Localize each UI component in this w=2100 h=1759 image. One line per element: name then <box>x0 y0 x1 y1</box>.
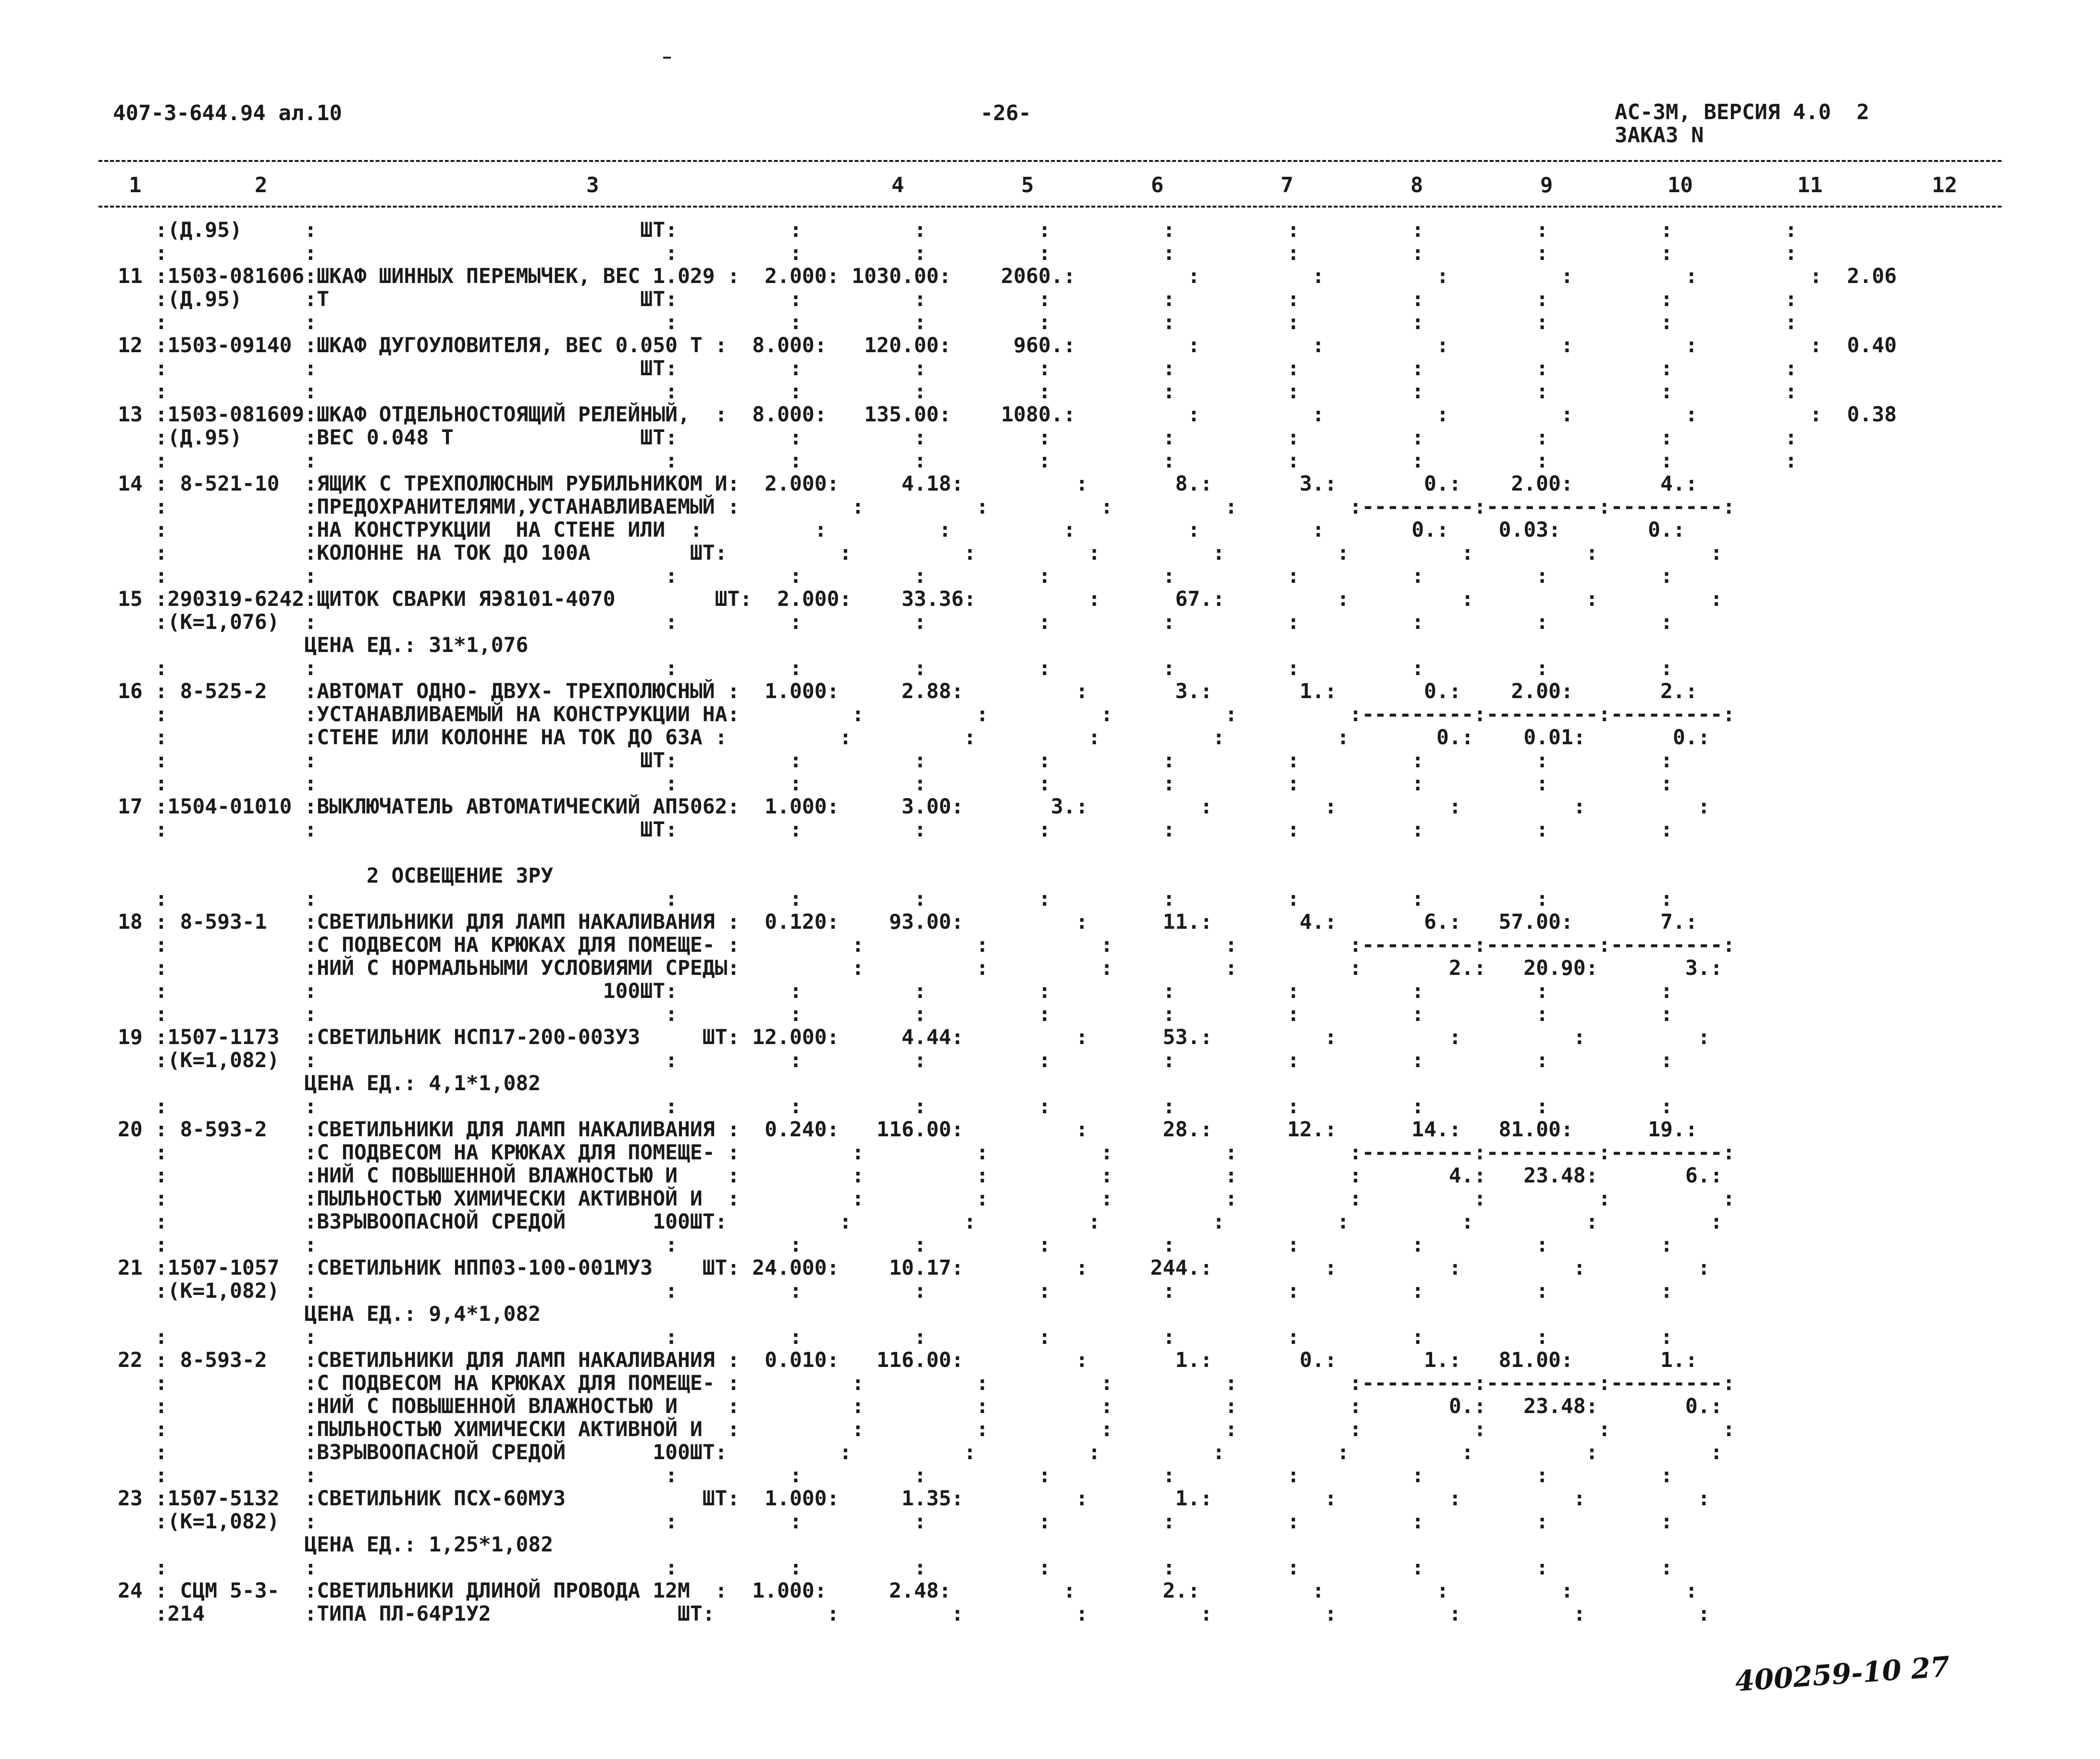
listing-line: 16 : 8-525-2 :АВТОМАТ ОДНО- ДВУХ- ТРЕХПОЛЮСНЫЙ : 1.000: 2.88: : 3.: 1.: 0.: 2.00: 2.: <box>118 679 1698 703</box>
listing-line: : : : : : : : : : : : <box>118 564 1673 588</box>
listing-line: : : ШТ: : : : : : : : : : <box>118 357 1797 381</box>
listing-line: : :ПЫЛЬНОСТЬЮ ХИМИЧЕСКИ АКТИВНОЙ И : : : : : : : : : <box>118 1187 1735 1211</box>
listing-line: : :НА КОНСТРУКЦИИ НА СТЕНЕ ИЛИ : : : : : : 0.: 0.03: 0.: <box>118 518 1685 542</box>
listing-line: : :УСТАНАВЛИВАЕМЫЙ НА КОНСТРУКЦИИ НА: : : : : :---------:---------:---------: <box>118 702 1735 726</box>
listing-line: ЦЕНА ЕД.: 1,25*1,082 <box>118 1533 554 1557</box>
listing-line: 18 : 8-593-1 :СВЕТИЛЬНИКИ ДЛЯ ЛАМП НАКАЛИВАНИЯ : 0.120: 93.00: : 11.: 4.: 6.: 57.00: 7.: <box>118 910 1698 934</box>
listing-line: 19 :1507-1173 :СВЕТИЛЬНИК НСП17-200-003У3 ШТ: 12.000: 4.44: : 53.: : : : : <box>118 1025 1710 1049</box>
column-header-7: 7 <box>1281 173 1294 197</box>
estimate-listing <box>0 219 2100 1660</box>
column-header-10: 10 <box>1668 173 1693 197</box>
order-number: ЗАКАЗ N <box>1615 123 1704 148</box>
listing-line: : :НИЙ С ПОВЫШЕННОЙ ВЛАЖНОСТЬЮ И : : : : : : 0.: 23.48: 0.: <box>118 1394 1723 1418</box>
listing-line: :(Д.95) :Т ШТ: : : : : : : : : : <box>118 287 1797 311</box>
listing-line: : :С ПОДВЕСОМ НА КРЮКАХ ДЛЯ ПОМЕЩЕ- : : : : : :---------:---------:---------: <box>118 933 1735 957</box>
listing-line: :(К=1,076) : : : : : : : : : : <box>118 610 1673 634</box>
column-header-12: 12 <box>1932 173 1957 197</box>
listing-line: : : : : : : : : : : : <box>118 772 1673 796</box>
listing-line: : : : : : : : : : : : <box>118 1233 1673 1257</box>
listing-line: : :ПЫЛЬНОСТЬЮ ХИМИЧЕСКИ АКТИВНОЙ И : : : : : : : : : <box>118 1417 1735 1441</box>
listing-line: 22 : 8-593-2 :СВЕТИЛЬНИКИ ДЛЯ ЛАМП НАКАЛИВАНИЯ : 0.010: 116.00: : 1.: 0.: 1.: 81.00: 1.: <box>118 1348 1698 1372</box>
column-header-6: 6 <box>1151 173 1164 197</box>
listing-line: 24 : СЦМ 5-3- :СВЕТИЛЬНИКИ ДЛИНОЙ ПРОВОДА 12М : 1.000: 2.48: : 2.: : : : : <box>118 1579 1698 1603</box>
listing-line: : :С ПОДВЕСОМ НА КРЮКАХ ДЛЯ ПОМЕЩЕ- : : : : : :---------:---------:---------: <box>118 1371 1735 1395</box>
listing-line: 12 :1503-09140 :ШКАФ ДУГОУЛОВИТЕЛЯ, ВЕС 0.050 Т : 8.000: 120.00: 960.: : : : : : : 0.40 <box>118 333 1897 357</box>
page-number: -26- <box>980 101 1031 125</box>
listing-line: : : : : : : : : : : : : <box>118 310 1797 334</box>
column-header-5: 5 <box>1021 173 1034 197</box>
listing-line: : :С ПОДВЕСОМ НА КРЮКАХ ДЛЯ ПОМЕЩЕ- : : : : : :---------:---------:---------: <box>118 1141 1735 1165</box>
column-header-11: 11 <box>1797 173 1823 197</box>
listing-line: : :НИЙ С НОРМАЛЬНЫМИ УСЛОВИЯМИ СРЕДЫ: : : : : : 2.: 20.90: 3.: <box>118 956 1723 980</box>
listing-line: 20 : 8-593-2 :СВЕТИЛЬНИКИ ДЛЯ ЛАМП НАКАЛИВАНИЯ : 0.240: 116.00: : 28.: 12.: 14.: 81.00: 19.: <box>118 1118 1698 1142</box>
listing-line: : :СТЕНЕ ИЛИ КОЛОННЕ НА ТОК ДО 63А : : : : : : 0.: 0.01: 0.: <box>118 726 1710 750</box>
listing-line: : :ВЗРЫВООПАСНОЙ СРЕДОЙ 100ШТ: : : : : : : : : <box>118 1440 1723 1464</box>
listing-line: : : : : : : : : : : : <box>118 1095 1673 1119</box>
listing-line: :214 :ТИПА ПЛ-64Р1У2 ШТ: : : : : : : : : <box>118 1602 1710 1626</box>
listing-line: 17 :1504-01010 :ВЫКЛЮЧАТЕЛЬ АВТОМАТИЧЕСКИЙ АП5062: 1.000: 3.00: 3.: : : : : : <box>118 795 1710 819</box>
listing-line: 23 :1507-5132 :СВЕТИЛЬНИК ПСХ-60МУ3 ШТ: 1.000: 1.35: : 1.: : : : : <box>118 1487 1710 1511</box>
listing-line: 2 ОСВЕЩЕНИЕ ЗРУ <box>118 864 554 888</box>
listing-line: : : : : : : : : : : : <box>118 1325 1673 1349</box>
column-header-8: 8 <box>1410 173 1423 197</box>
listing-line: :(Д.95) : ШТ: : : : : : : : : : <box>118 218 1797 242</box>
column-header-4: 4 <box>891 173 904 197</box>
listing-line: : :НИЙ С ПОВЫШЕННОЙ ВЛАЖНОСТЬЮ И : : : : : : 4.: 23.48: 6.: <box>118 1164 1723 1188</box>
listing-line: : : 100ШТ: : : : : : : : : <box>118 979 1673 1003</box>
listing-line: : : ШТ: : : : : : : : : <box>118 818 1673 842</box>
listing-line: : : : : : : : : : : : <box>118 656 1673 680</box>
column-header-1: 1 <box>129 173 142 197</box>
listing-line: 14 : 8-521-10 :ЯЩИК С ТРЕХПОЛЮСНЫМ РУБИЛЬНИКОМ И: 2.000: 4.18: : 8.: 3.: 0.: 2.00: 4.: <box>118 472 1698 496</box>
header-rule-bottom <box>99 206 2001 208</box>
listing-line: : : : : : : : : : : : <box>118 1464 1673 1488</box>
listing-line: : : : : : : : : : : : <box>118 1556 1673 1580</box>
listing-line: :(К=1,082) : : : : : : : : : : <box>118 1510 1673 1534</box>
doc-code: 407-3-644.94 ал.10 <box>113 101 342 125</box>
listing-line: : : : : : : : : : : : : <box>118 449 1797 473</box>
listing-line: :(К=1,082) : : : : : : : : : : <box>118 1279 1673 1303</box>
listing-line: 15 :290319-6242:ЩИТОК СВАРКИ ЯЭ8101-4070 ШТ: 2.000: 33.36: : 67.: : : : : <box>118 587 1723 611</box>
column-header-2: 2 <box>255 173 268 197</box>
listing-line: : :КОЛОННЕ НА ТОК ДО 100А ШТ: : : : : : : : : <box>118 541 1723 565</box>
listing-line: : : : : : : : : : : : <box>118 887 1673 911</box>
listing-line: :(К=1,082) : : : : : : : : : : <box>118 1048 1673 1072</box>
listing-line: : : : : : : : : : : : <box>118 1002 1673 1026</box>
column-header-3: 3 <box>586 173 599 197</box>
listing-line: :(Д.95) :ВЕС 0.048 Т ШТ: : : : : : : : : : <box>118 426 1797 450</box>
listing-line: 13 :1503-081609:ШКАФ ОТДЕЛЬНОСТОЯЩИЙ РЕЛЕЙНЫЙ, : 8.000: 135.00: 1080.: : : : : : : 0.38 <box>118 403 1897 427</box>
listing-line: ЦЕНА ЕД.: 4,1*1,082 <box>118 1071 541 1095</box>
listing-line: 21 :1507-1057 :СВЕТИЛЬНИК НПП03-100-001МУ3 ШТ: 24.000: 10.17: : 244.: : : : : <box>118 1256 1710 1280</box>
scan-mark <box>663 57 671 59</box>
listing-line: : : : : : : : : : : : : <box>118 380 1797 404</box>
listing-line: ЦЕНА ЕД.: 9,4*1,082 <box>118 1302 541 1326</box>
listing-line: : : : : : : : : : : : : <box>118 241 1797 265</box>
listing-line: : : ШТ: : : : : : : : : <box>118 749 1673 773</box>
listing-line: ЦЕНА ЕД.: 31*1,076 <box>118 633 529 657</box>
header-rule-top <box>99 160 2001 162</box>
column-header-9: 9 <box>1540 173 1553 197</box>
program-version: АС-3М, ВЕРСИЯ 4.0 2 <box>1615 100 1869 124</box>
listing-line: : :ПРЕДОХРАНИТЕЛЯМИ,УСТАНАВЛИВАЕМЫЙ : : : : : :---------:---------:---------: <box>118 495 1735 519</box>
listing-line: : :ВЗРЫВООПАСНОЙ СРЕДОЙ 100ШТ: : : : : : : : : <box>118 1210 1723 1234</box>
program-info <box>1615 101 1869 147</box>
listing-line: 11 :1503-081606:ШКАФ ШИННЫХ ПЕРЕМЫЧЕК, ВЕС 1.029 : 2.000: 1030.00: 2060.: : : : : : : 2.06 <box>118 264 1897 288</box>
handwritten-note: 400259-10 27 <box>1734 1650 1951 1698</box>
